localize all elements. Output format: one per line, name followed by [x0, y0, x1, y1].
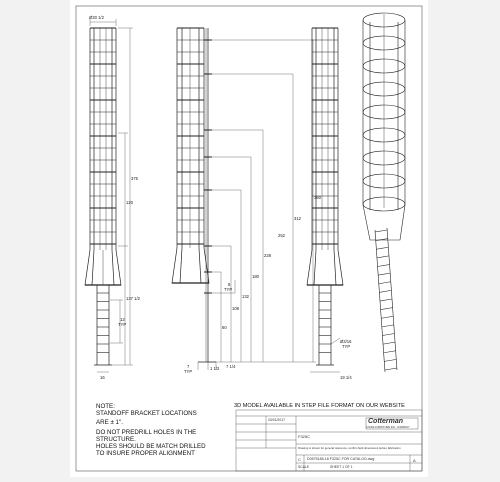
dim-7-14: 7 1/4 — [226, 364, 236, 369]
dim-252: 252 — [278, 233, 285, 238]
brand-logo: Cotterman — [368, 418, 404, 425]
notes-heading: NOTE: — [96, 403, 115, 410]
dim-7: 7 — [187, 364, 190, 369]
side-dims — [198, 40, 316, 370]
dim-1-half: 1 1/2 — [210, 366, 220, 371]
drawing-sheet — [70, 0, 428, 477]
iso-rung — [384, 359, 396, 361]
dim-137: 137 1/2 — [126, 296, 140, 301]
iso-rung — [378, 273, 390, 275]
iso-rung — [384, 351, 396, 353]
iso-rung — [375, 230, 387, 232]
dim-228: 228 — [264, 253, 271, 258]
iso-rung — [376, 239, 388, 241]
iso-rung — [383, 342, 395, 344]
drawing-date: 03/01/2017 — [268, 418, 285, 422]
notes-line-5: HOLES SHOULD BE MATCH DRILLED — [96, 443, 206, 451]
dim-360: 360 — [314, 195, 321, 200]
description: Drawing is shown for general reference; confirm field dimensions before fabrication — [298, 446, 401, 450]
dim-375: 375 — [131, 176, 138, 181]
iso-rung — [379, 290, 391, 292]
dim-rung-dia: Ø3/16 — [340, 339, 352, 344]
dim-16: 16 — [100, 375, 105, 380]
dim-rung-typ: TYP — [118, 322, 127, 327]
dim-rung-12: 12 — [120, 317, 125, 322]
sheet-size: C — [298, 457, 301, 462]
brand-subtitle: A NIKE FURNITURE INC. COMPANY — [366, 426, 410, 429]
notes-line-2: ARE ± 1". — [96, 419, 123, 427]
drawing-number: D0575185-18 F325C FOR CATALOG.dwg — [307, 457, 375, 461]
dim-top-width: Ø30 1/2 — [89, 15, 104, 20]
revision: A — [413, 458, 416, 463]
iso-rung — [378, 265, 390, 267]
iso-rung — [380, 299, 392, 301]
sheet-count: SHEET 1 OF 1 — [330, 465, 353, 469]
part-number: F325C — [298, 434, 311, 439]
notes-line-3: DO NOT PREDRILL HOLES IN THE — [96, 428, 197, 436]
dim-180: 180 — [252, 274, 259, 279]
front-dims — [90, 19, 133, 372]
dim-7-typ: TYP — [184, 369, 193, 374]
front-view — [85, 28, 121, 365]
step-file-banner: 3D MODEL AVAILABLE IN STEP FILE FORMAT ON OUR WEBSITE — [234, 403, 405, 409]
dim-132: 132 — [242, 294, 249, 299]
side-view — [172, 28, 216, 362]
iso-rung — [381, 316, 393, 318]
dim-312: 312 — [294, 216, 301, 221]
iso-rung — [379, 282, 391, 284]
dim-rung-dia-typ: TYP — [342, 344, 351, 349]
dim-8-typ: TYP — [224, 287, 233, 292]
iso-rung — [382, 325, 394, 327]
notes-line-1: STANDOFF BRACKET LOCATIONS — [96, 410, 197, 418]
rear-dims — [310, 338, 340, 372]
scale-label: SCALE — [298, 465, 310, 469]
dim-108: 108 — [232, 306, 239, 311]
dim-120: 120 — [126, 200, 133, 205]
rear-view — [307, 28, 343, 365]
notes-line-6: TO INSURE PROPER ALIGNMENT — [96, 450, 195, 458]
isometric-view — [363, 13, 405, 372]
notes-line-4: STRUCTURE. — [96, 435, 136, 443]
dim-19: 19 1/4 — [340, 375, 352, 380]
iso-rung — [381, 308, 393, 310]
notes — [96, 403, 206, 457]
iso-rung — [376, 247, 388, 249]
iso-rung — [377, 256, 389, 258]
dim-8: 8 — [228, 282, 231, 287]
iso-rung — [385, 368, 397, 370]
iso-rung — [383, 334, 395, 336]
dim-60: 60 — [222, 325, 227, 330]
